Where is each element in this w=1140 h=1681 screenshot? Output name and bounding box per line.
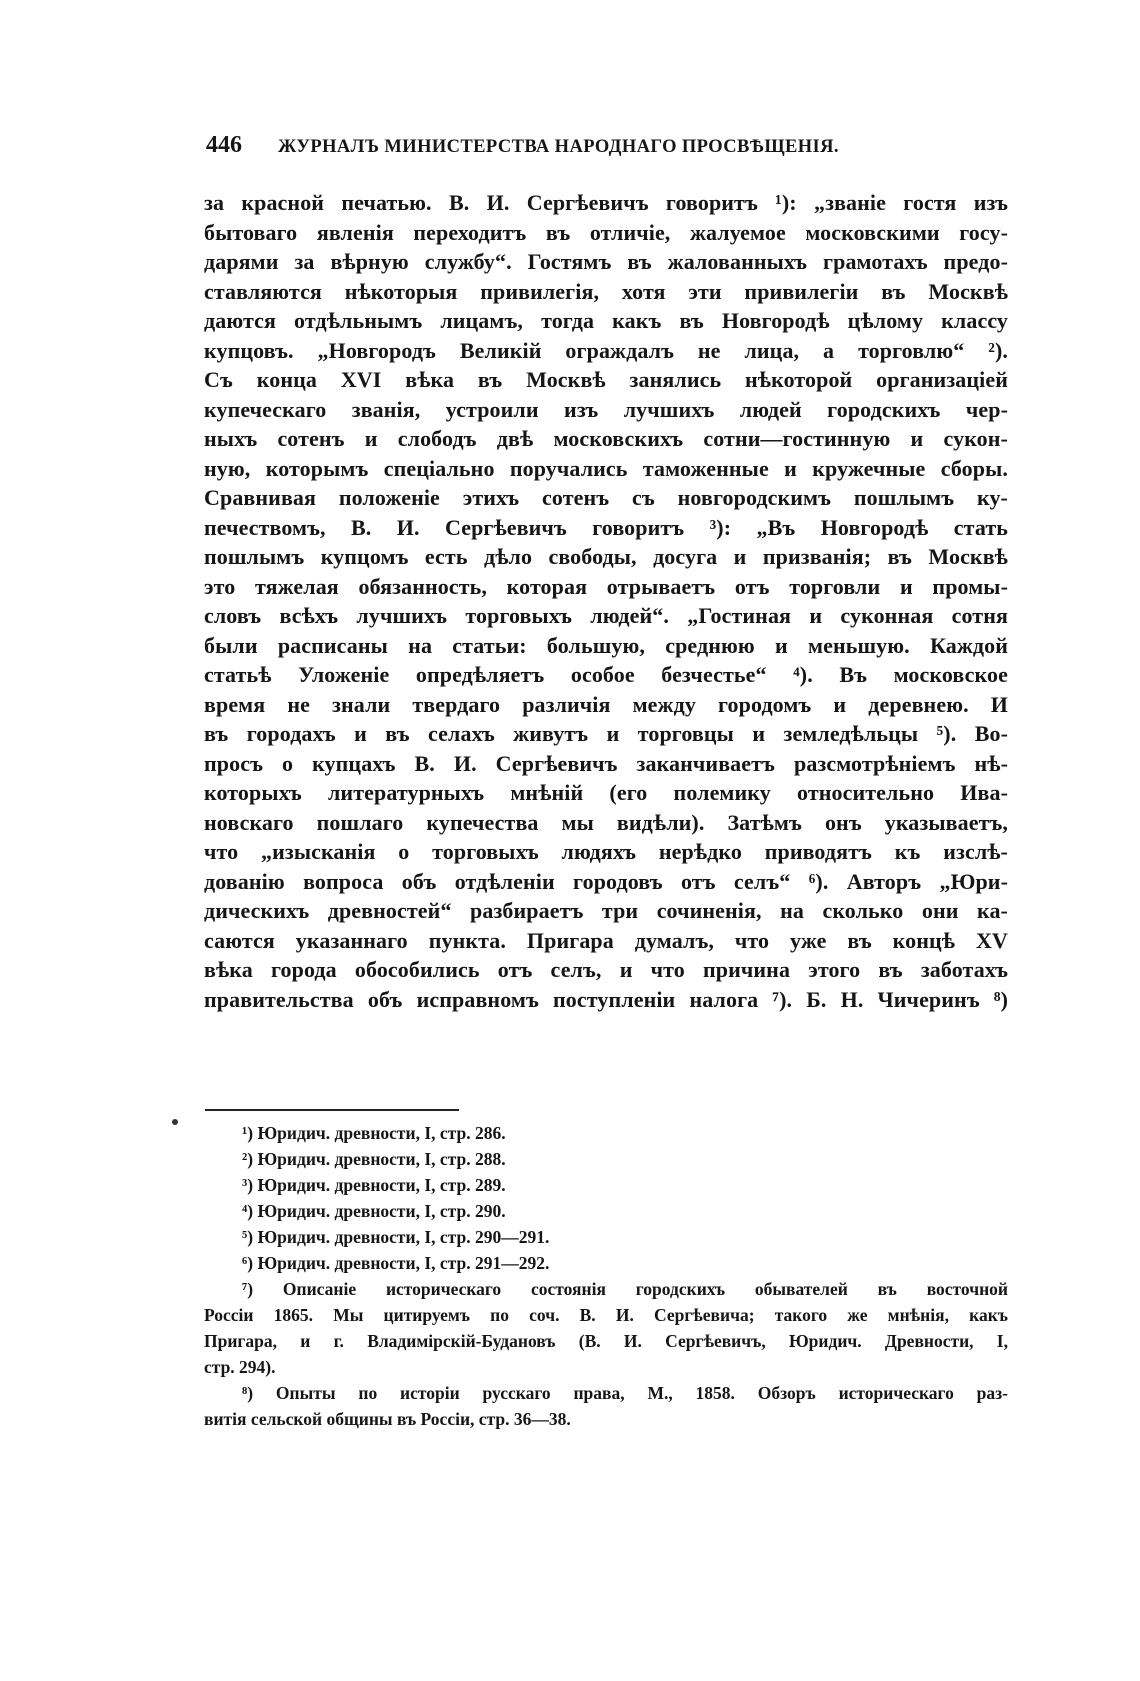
text-line: Съ конца XVI вѣка въ Москвѣ занялись нѣкоторой организаціей [204,367,1008,392]
text-line: словъ всѣхъ лучшихъ торговыхъ людей“. „Гостиная и суконная сотня [204,603,1008,628]
text-line: новскаго пошлаго купечества мы видѣли). Затѣмъ онъ указываетъ, [204,809,1008,835]
main-text [204,188,1008,1014]
footnote: ⁵) Юридич. древности, I, стр. 290—291. [242,1227,550,1247]
text-line: вѣка города обособились отъ селъ, и что причина этого въ заботахъ [204,957,1008,982]
text-line: дарями за вѣрную службу“. Гостямъ въ жалованныхъ грамотахъ предо- [204,249,1008,274]
footnote: ²) Юридич. древности, I, стр. 288. [242,1149,506,1169]
text-line: даются отдѣльнымъ лицамъ, тогда какъ въ Новгородѣ цѣлому классу [204,308,1008,333]
text-line: которыхъ литературныхъ мнѣній (его полемику относительно Ива- [204,780,1008,805]
footnotes [204,1120,1008,1432]
text-line: ную, которымъ спеціально поручались таможенные и кружечные сборы. [204,455,1008,481]
text-line: Сравнивая положеніе этихъ сотенъ съ новгородскимъ пошлымъ ку- [204,485,1008,510]
footnote: ¹) Юридич. древности, I, стр. 286. [242,1123,506,1143]
footnote-8-line: ⁸) Опыты по исторіи русскаго права, М., 1858. Обзоръ историческаго раз- [242,1383,1008,1403]
page-number: 446 [206,132,242,158]
text-line: купцовъ. „Новгородъ Великій ограждалъ не лица, а торговлю“ ²). [204,337,1008,363]
running-title: ЖУРНАЛЪ МИНИСТЕРСТВА НАРОДНАГО ПРОСВѢЩЕНІЯ. [278,137,839,157]
text-line: купеческаго званія, устроили изъ лучшихъ людей городскихъ чер- [204,396,1008,422]
text-line: это тяжелая обязанность, которая отрываетъ отъ торговли и промы- [204,573,1008,599]
text-line: дическихъ древностей“ разбираетъ три сочиненія, на сколько они ка- [204,898,1008,923]
footnote: ⁶) Юридич. древности, I, стр. 291—292. [242,1253,550,1273]
footnote-8-line: витія сельской общины въ Россіи, стр. 36—38. [204,1409,571,1429]
footnote-7-line: Россіи 1865. Мы цитируемъ по соч. В. И. Сергѣевича; такого же мнѣнія, какъ [204,1305,1008,1325]
text-line: за красной печатью. В. И. Сергѣевичъ говоритъ ¹): „званіе гостя изъ [204,190,1008,215]
footnote-7-line: Пригара, и г. Владимірскій-Будановъ (В. И. Сергѣевичъ, Юридич. Древности, I, [204,1331,1008,1351]
footnote: ⁴) Юридич. древности, I, стр. 290. [242,1201,506,1221]
text-line: ставляются нѣкоторыя привилегія, хотя эти привилегіи въ Москвѣ [204,278,1008,304]
text-line: дованію вопроса объ отдѣленіи городовъ отъ селъ“ ⁶). Авторъ „Юри- [204,868,1008,894]
page-header [206,132,1006,166]
text-line: просъ о купцахъ В. И. Сергѣевичъ заканчиваетъ разсмотрѣніемъ нѣ- [204,750,1008,776]
text-line: ныхъ сотенъ и слободъ двѣ московскихъ сотни—гостинную и сукон- [204,426,1008,451]
text-line: были расписаны на статьи: большую, среднюю и меньшую. Каждой [204,632,1008,658]
text-line: печествомъ, В. И. Сергѣевичъ говоритъ ³): „Въ Новгородѣ стать [204,514,1008,540]
text-line: пошлымъ купцомъ есть дѣло свободы, досуга и призванія; въ Москвѣ [204,544,1008,569]
text-line: статьѣ Уложеніе опредѣляетъ особое безчестье“ ⁴). Въ московское [204,662,1008,687]
text-line: правительства объ исправномъ поступленіи налога ⁷). Б. Н. Чичеринъ ⁸) [204,986,1008,1012]
footnote-separator [205,1109,459,1111]
text-line: время не знали твердаго различія между городомъ и деревнею. И [204,691,1008,717]
text-line: въ городахъ и въ селахъ живутъ и торговцы и земледѣльцы ⁵). Во- [204,721,1008,746]
margin-dot [172,1119,178,1125]
text-line: что „изысканія о торговыхъ людяхъ нерѣдко приводятъ къ изслѣ- [204,839,1008,864]
text-line: бытоваго явленія переходитъ въ отличіе, жалуемое московскими госу- [204,219,1008,245]
footnote-7-line: ⁷) Описаніе историческаго состоянія городскихъ обывателей въ восточной [242,1279,1008,1299]
text-line: саются указаннаго пункта. Пригара думалъ, что уже въ концѣ XV [204,927,1008,953]
footnote-7-line: стр. 294). [204,1357,276,1377]
footnote: ³) Юридич. древности, I, стр. 289. [242,1175,506,1195]
